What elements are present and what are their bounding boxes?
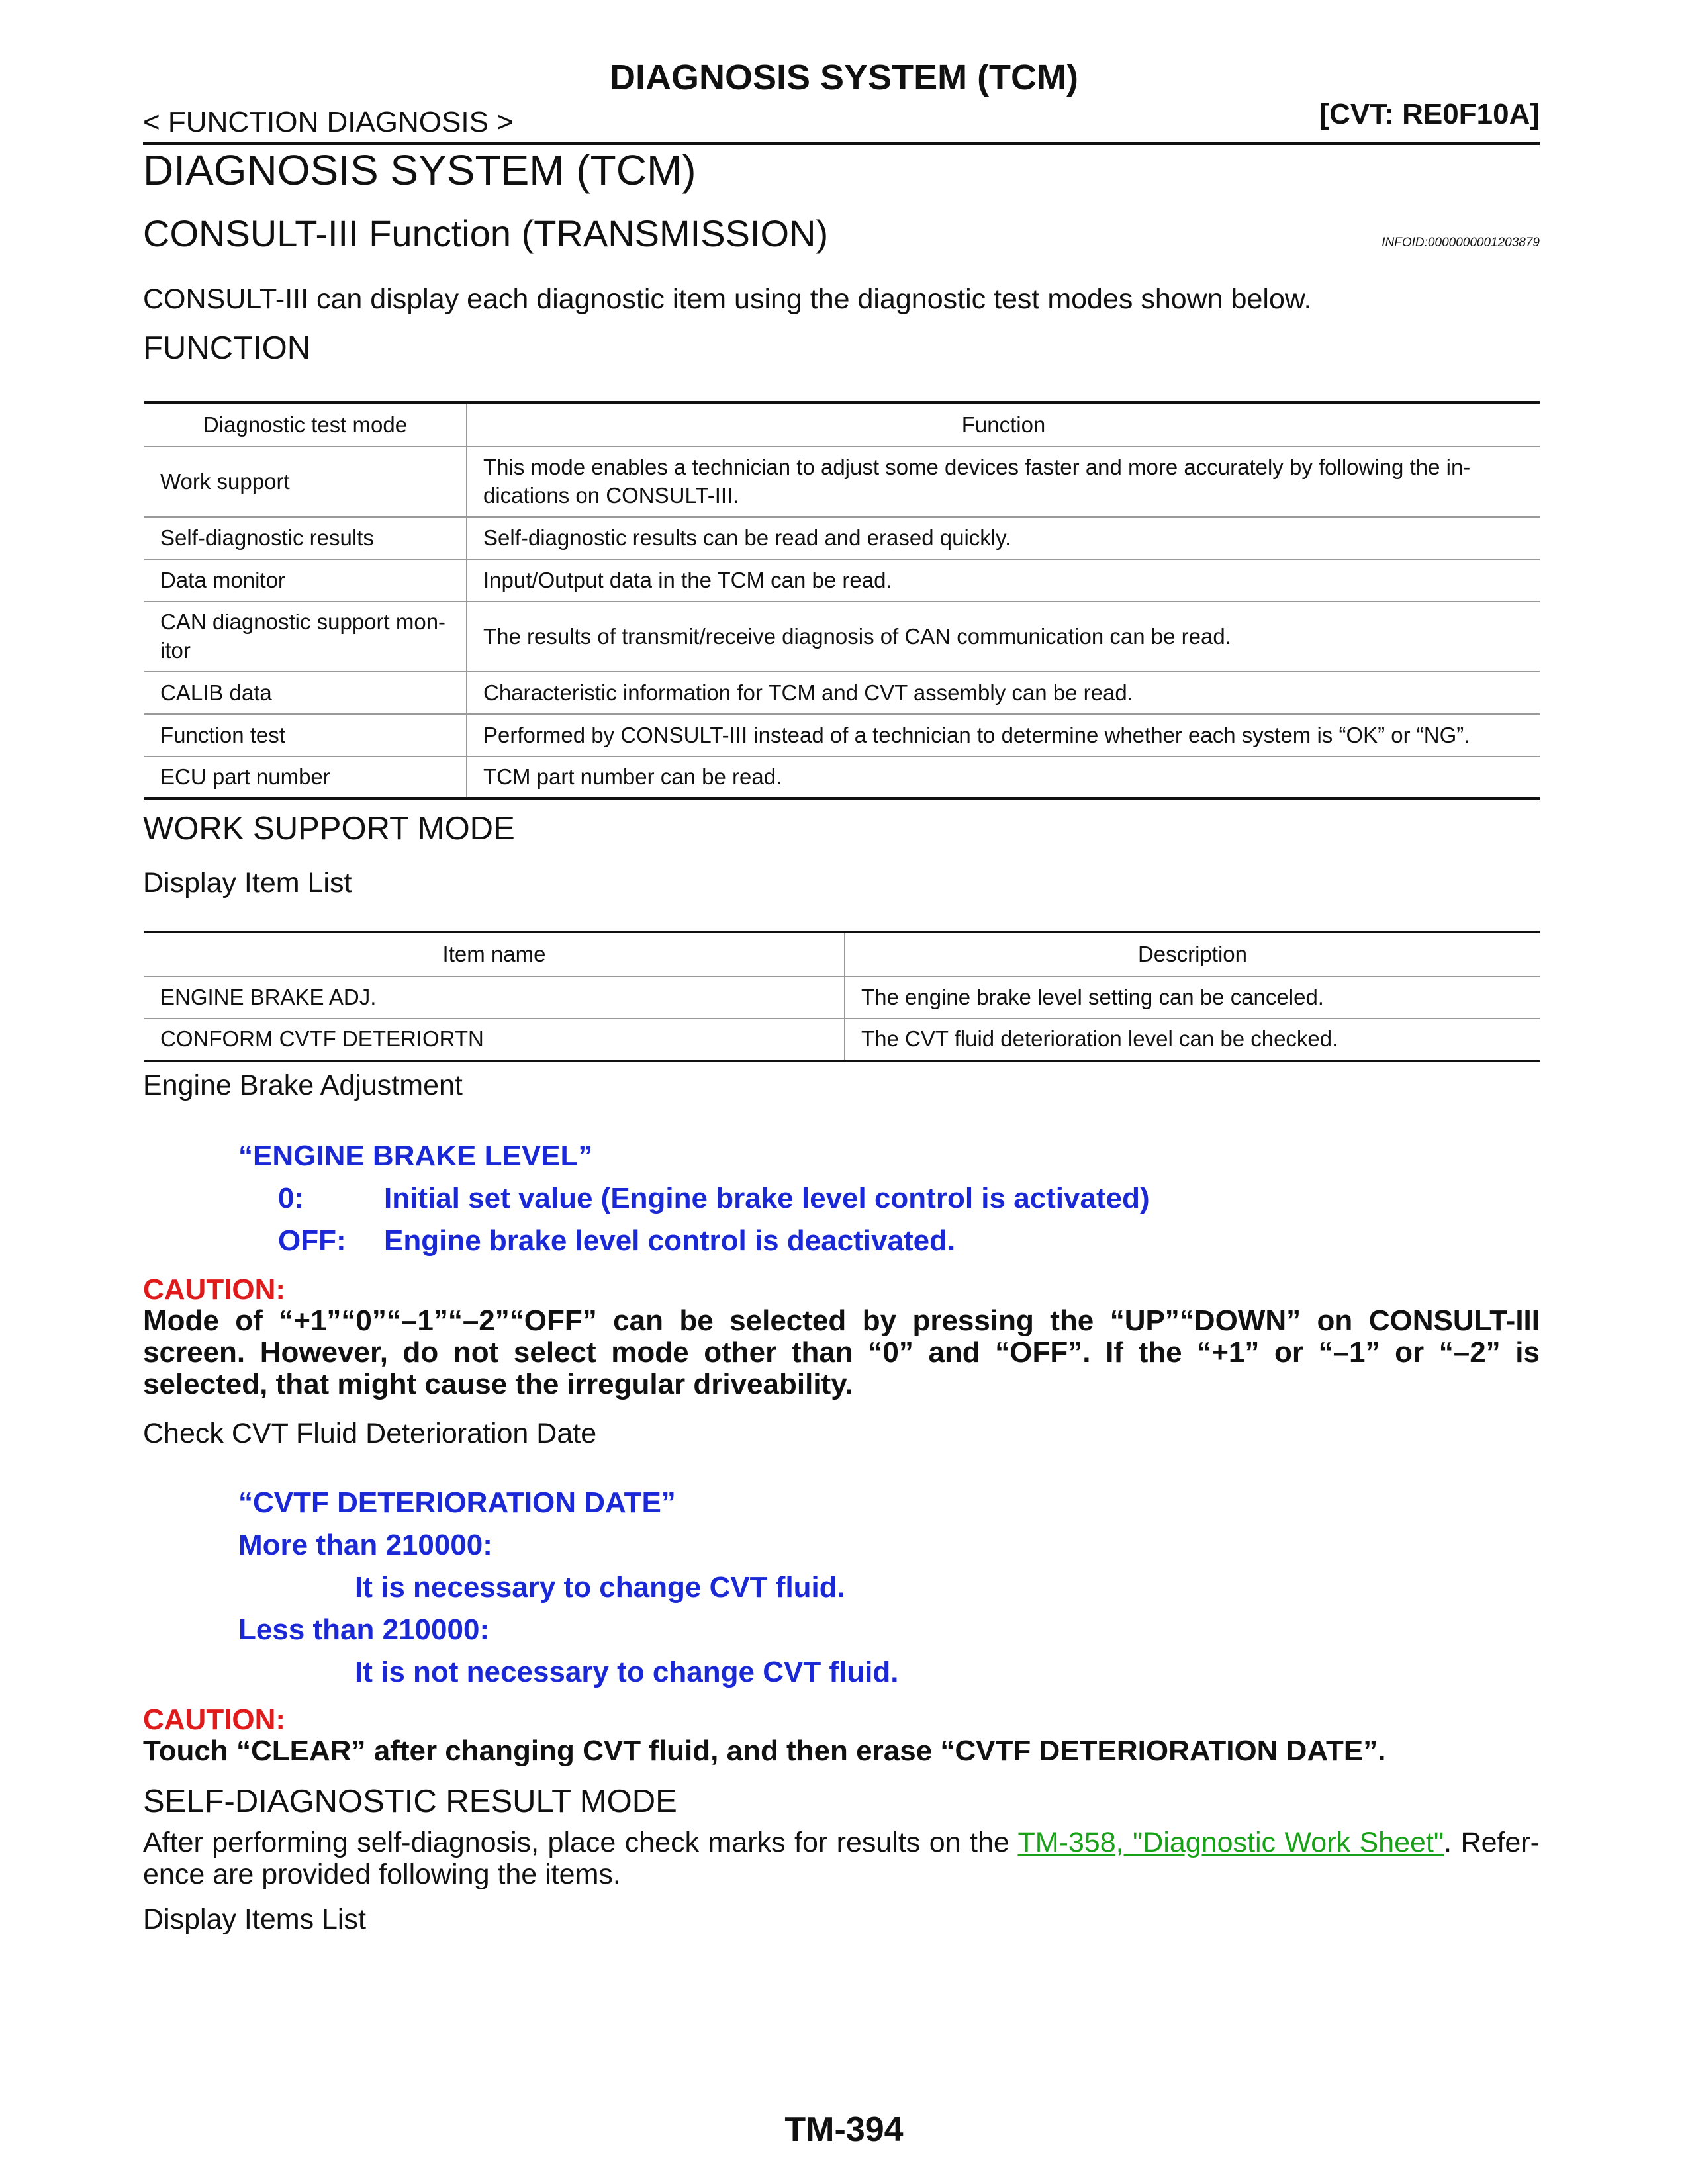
info-id: INFOID:0000000001203879 [1382, 236, 1540, 250]
option-key: More than 210000: [238, 1529, 492, 1561]
option-value: Engine brake level control is deactivated. [384, 1224, 956, 1257]
table-row [144, 517, 1540, 559]
table-cell: The engine brake level setting can be canceled. [845, 976, 1540, 1019]
option-key: Less than 210000: [238, 1614, 490, 1646]
section-breadcrumb: < FUNCTION DIAGNOSIS > [143, 106, 514, 138]
self-diag-text [143, 1827, 1540, 1890]
option-value: It is necessary to change CVT fluid. [355, 1571, 845, 1604]
table-cell: Work support [144, 447, 467, 517]
table-row [144, 756, 1540, 799]
table-header-row [144, 932, 1540, 976]
table-cell: The results of transmit/receive diagnosis of CAN communication can be read. [467, 602, 1540, 672]
table-row [144, 559, 1540, 602]
cvtf-date-label: “CVTF DETERIORATION DATE” [238, 1486, 676, 1519]
table-row [144, 1019, 1540, 1061]
work-sheet-link[interactable]: TM-358, "Diagnostic Work Sheet" [1017, 1827, 1444, 1858]
self-diag-heading: SELF-DIAGNOSTIC RESULT MODE [143, 1784, 677, 1819]
option-value: Initial set value (Engine brake level control is activated) [384, 1182, 1150, 1214]
table-row [144, 976, 1540, 1019]
self-diag-text-start: After performing self-diagnosis, place check marks for results on the [143, 1827, 1018, 1858]
table-header-row [144, 402, 1540, 447]
column-header: Diagnostic test mode [144, 402, 467, 447]
table-cell: Input/Output data in the TCM can be read. [467, 559, 1540, 602]
table-row [144, 602, 1540, 672]
running-header-title: DIAGNOSIS SYSTEM (TCM) [609, 58, 1078, 97]
table-cell: This mode enables a technician to adjust some devices faster and more accurately by following the in-dications on CONSULT-III. [467, 447, 1540, 517]
work-support-table [144, 931, 1540, 1062]
page-title: DIAGNOSIS SYSTEM (TCM) [143, 146, 696, 194]
engine-brake-level-label: “ENGINE BRAKE LEVEL” [238, 1140, 593, 1172]
column-header: Function [467, 402, 1540, 447]
column-header: Description [845, 932, 1540, 976]
display-item-list-label: Display Item List [143, 867, 352, 899]
table-cell: Function test [144, 714, 467, 756]
self-diag-text-end: . Refer-ence are provided following the items. [143, 1827, 1540, 1890]
table-cell: TCM part number can be read. [467, 756, 1540, 799]
function-table [144, 401, 1540, 800]
cvtf-heading: Check CVT Fluid Deterioration Date [143, 1418, 597, 1449]
table-cell: Performed by CONSULT-III instead of a technician to determine whether each system is “OK” or “NG”. [467, 714, 1540, 756]
caution-text: Mode of “+1”“0”“–1”“–2”“OFF” can be selected by pressing the “UP”“DOWN” on CONSULT-III screen. However, do not select mode other than “0” and “OFF”. If the “+1” or “–1” or “–2” is selected, that might cause the irregular driveability. [143, 1304, 1540, 1400]
table-cell: The CVT fluid deterioration level can be checked. [845, 1019, 1540, 1061]
table-cell: CONFORM CVTF DETERIORTN [144, 1019, 845, 1061]
table-row [144, 447, 1540, 517]
table-cell: CALIB data [144, 672, 467, 714]
model-code: [CVT: RE0F10A] [1319, 98, 1540, 130]
table-cell: ECU part number [144, 756, 467, 799]
table-cell: Self-diagnostic results can be read and erased quickly. [467, 517, 1540, 559]
table-cell: Self-diagnostic results [144, 517, 467, 559]
table-cell: CAN diagnostic support mon-itor [144, 602, 467, 672]
table-row [144, 714, 1540, 756]
caution-label: CAUTION: [143, 1704, 286, 1736]
caution-text: Touch “CLEAR” after changing CVT fluid, and then erase “CVTF DETERIORATION DATE”. [143, 1735, 1386, 1767]
page-number: TM-394 [784, 2111, 904, 2149]
option-key: 0: [278, 1182, 305, 1214]
option-key: OFF: [278, 1224, 346, 1257]
table-cell: Data monitor [144, 559, 467, 602]
function-heading: FUNCTION [143, 330, 311, 366]
header-divider [143, 142, 1540, 145]
display-items-list-label: Display Items List [143, 1903, 366, 1935]
engine-brake-heading: Engine Brake Adjustment [143, 1069, 463, 1101]
work-support-heading: WORK SUPPORT MODE [143, 811, 515, 846]
table-cell: ENGINE BRAKE ADJ. [144, 976, 845, 1019]
intro-text: CONSULT-III can display each diagnostic item using the diagnostic test modes shown below. [143, 283, 1312, 315]
section-title: CONSULT-III Function (TRANSMISSION) [143, 212, 829, 254]
caution-label: CAUTION: [143, 1273, 286, 1306]
table-cell: Characteristic information for TCM and CVT assembly can be read. [467, 672, 1540, 714]
column-header: Item name [144, 932, 845, 976]
table-row [144, 672, 1540, 714]
option-value: It is not necessary to change CVT fluid. [355, 1656, 899, 1688]
